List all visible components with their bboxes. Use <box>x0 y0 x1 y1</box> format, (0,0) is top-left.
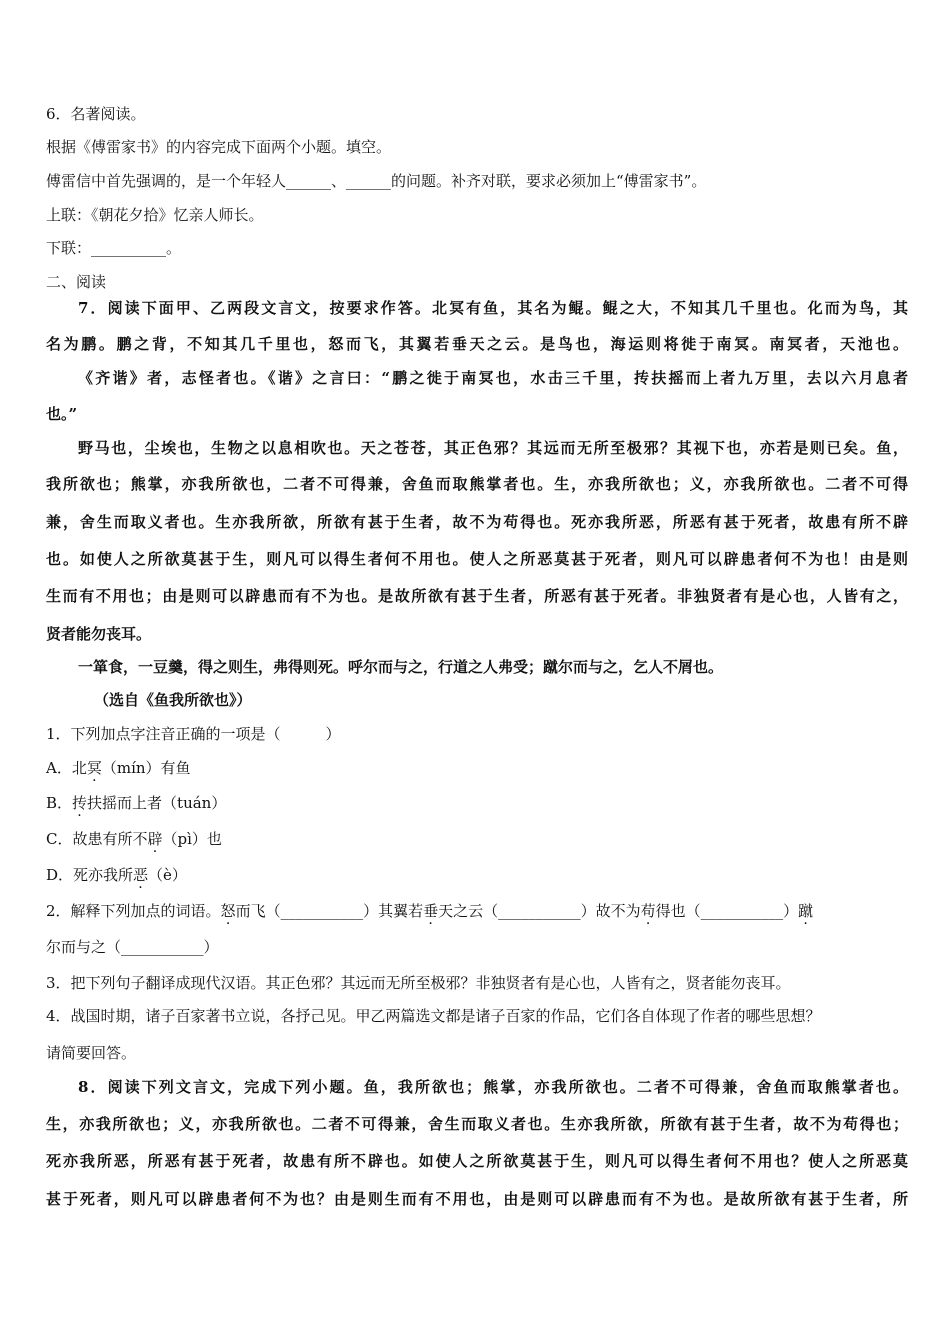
option-a: A．北冥（mín）有鱼 <box>46 759 191 777</box>
q7-subquestion-4: 4．战国时期，诸子百家著书立说，各抒己见。甲乙两篇选文都是诸子百家的作品，它们各自体现了作者的哪些思想？ <box>46 1007 821 1025</box>
q7-passage-line: 《齐谐》者，志怪者也。《谐》之言曰：“鹏之徙于南冥也，水击三千里，抟扶摇而上者九万里，去以六月息者 <box>78 369 908 387</box>
q8-passage-line: 生，亦我所欲也；义，亦我所欲也。二者不可得兼，舍生而取义者也。生亦我所欲，所欲有甚于生者，故不为苟得也； <box>46 1115 908 1133</box>
q7-passage-line: 兼，舍生而取义者也。生亦我所欲，所欲有甚于生者，故不为苟得也。死亦我所恶，所恶有甚于死者，故患有所不辟 <box>46 513 908 531</box>
q6-intro: 根据《傅雷家书》的内容完成下面两个小题。填空。 <box>46 138 392 156</box>
q7-passage-line: 也。” <box>46 405 78 423</box>
q7-passage-line: 名为鹏。鹏之背，不知其几千里也，怒而飞，其翼若垂天之云。是鸟也，海运则将徙于南冥。南冥者，天池也。 <box>46 335 908 353</box>
q7-subquestion-3: 3．把下列句子翻译成现代汉语。其正色邪？其远而无所至极邪？非独贤者有是心也，人皆有之，贤者能勿丧耳。 <box>46 974 791 992</box>
q7-subquestion-4-cont: 请简要回答。 <box>46 1044 137 1062</box>
q7-passage-line: 也。如使人之所欲莫甚于生，则凡可以得生者何不用也。使人之所恶莫甚于死者，则凡可以辟患者何不为也！由是则 <box>46 550 908 568</box>
q8-passage-line: 甚于死者，则凡可以辟患者何不为也？由是则生而有不用也，由是则可以辟患而有不为也。是故所欲有甚于生者，所 <box>46 1190 908 1208</box>
option-b: B．抟扶摇而上者（tuán） <box>46 794 227 812</box>
q6-fill-blank: 傅雷信中首先强调的，是一个年轻人______、______的问题。补齐对联，要求必须加上“傅雷家书”。 <box>46 172 707 190</box>
q7-source: （选自《鱼我所欲也》） <box>94 691 252 709</box>
q7-passage-line: 一箪食，一豆羹，得之则生，弗得则死。呼尔而与之，行道之人弗受；蹴尔而与之，乞人不屑也。 <box>78 658 724 676</box>
q7-subquestion-2: 2．解释下列加点的词语。怒而飞（___________）其翼若垂天之云（___________）故不为苟得也（___________）蹴 <box>46 902 814 920</box>
q6-lower-couplet: 下联：__________。 <box>46 239 182 257</box>
section-heading: 二、阅读 <box>46 273 107 291</box>
q7-passage-line: 贤者能勿丧耳。 <box>46 625 152 643</box>
q6-title: 6．名著阅读。 <box>46 105 146 123</box>
q8-passage-line: 8．阅读下列文言文，完成下列小题。鱼，我所欲也；熊掌，亦我所欲也。二者不可得兼，舍鱼而取熊掌者也。 <box>78 1078 908 1096</box>
q6-upper-couplet: 上联：《朝花夕拾》忆亲人师长。 <box>46 206 264 224</box>
q8-passage-line: 死亦我所恶，所恶有甚于死者，故患有所不辟也。如使人之所欲莫甚于生，则凡可以得生者何不用也？使人之所恶莫 <box>46 1152 908 1170</box>
option-c: C．故患有所不辟（pì）也 <box>46 830 222 848</box>
q7-passage-line: 我所欲也；熊掌，亦我所欲也，二者不可得兼，舍鱼而取熊掌者也。生，亦我所欲也；义，亦我所欲也。二者不可得 <box>46 475 908 493</box>
q7-subquestion-2-cont: 尔而与之（___________） <box>46 938 219 956</box>
option-d: D．死亦我所恶（è） <box>46 866 187 884</box>
q7-passage-line: 野马也，尘埃也，生物之以息相吹也。天之苍苍，其正色邪？其远而无所至极邪？其视下也，亦若是则已矣。鱼， <box>78 439 908 457</box>
q7-passage-line: 7．阅读下面甲、乙两段文言文，按要求作答。北冥有鱼，其名为鲲。鲲之大，不知其几千里也。化而为鸟，其 <box>78 299 908 317</box>
q7-subquestion-1: 1．下列加点字注音正确的一项是（ ） <box>46 725 341 743</box>
q7-passage-line: 生而有不用也；由是则可以辟患而有不为也。是故所欲有甚于生者，所恶有甚于死者。非独贤者有是心也，人皆有之， <box>46 587 908 605</box>
